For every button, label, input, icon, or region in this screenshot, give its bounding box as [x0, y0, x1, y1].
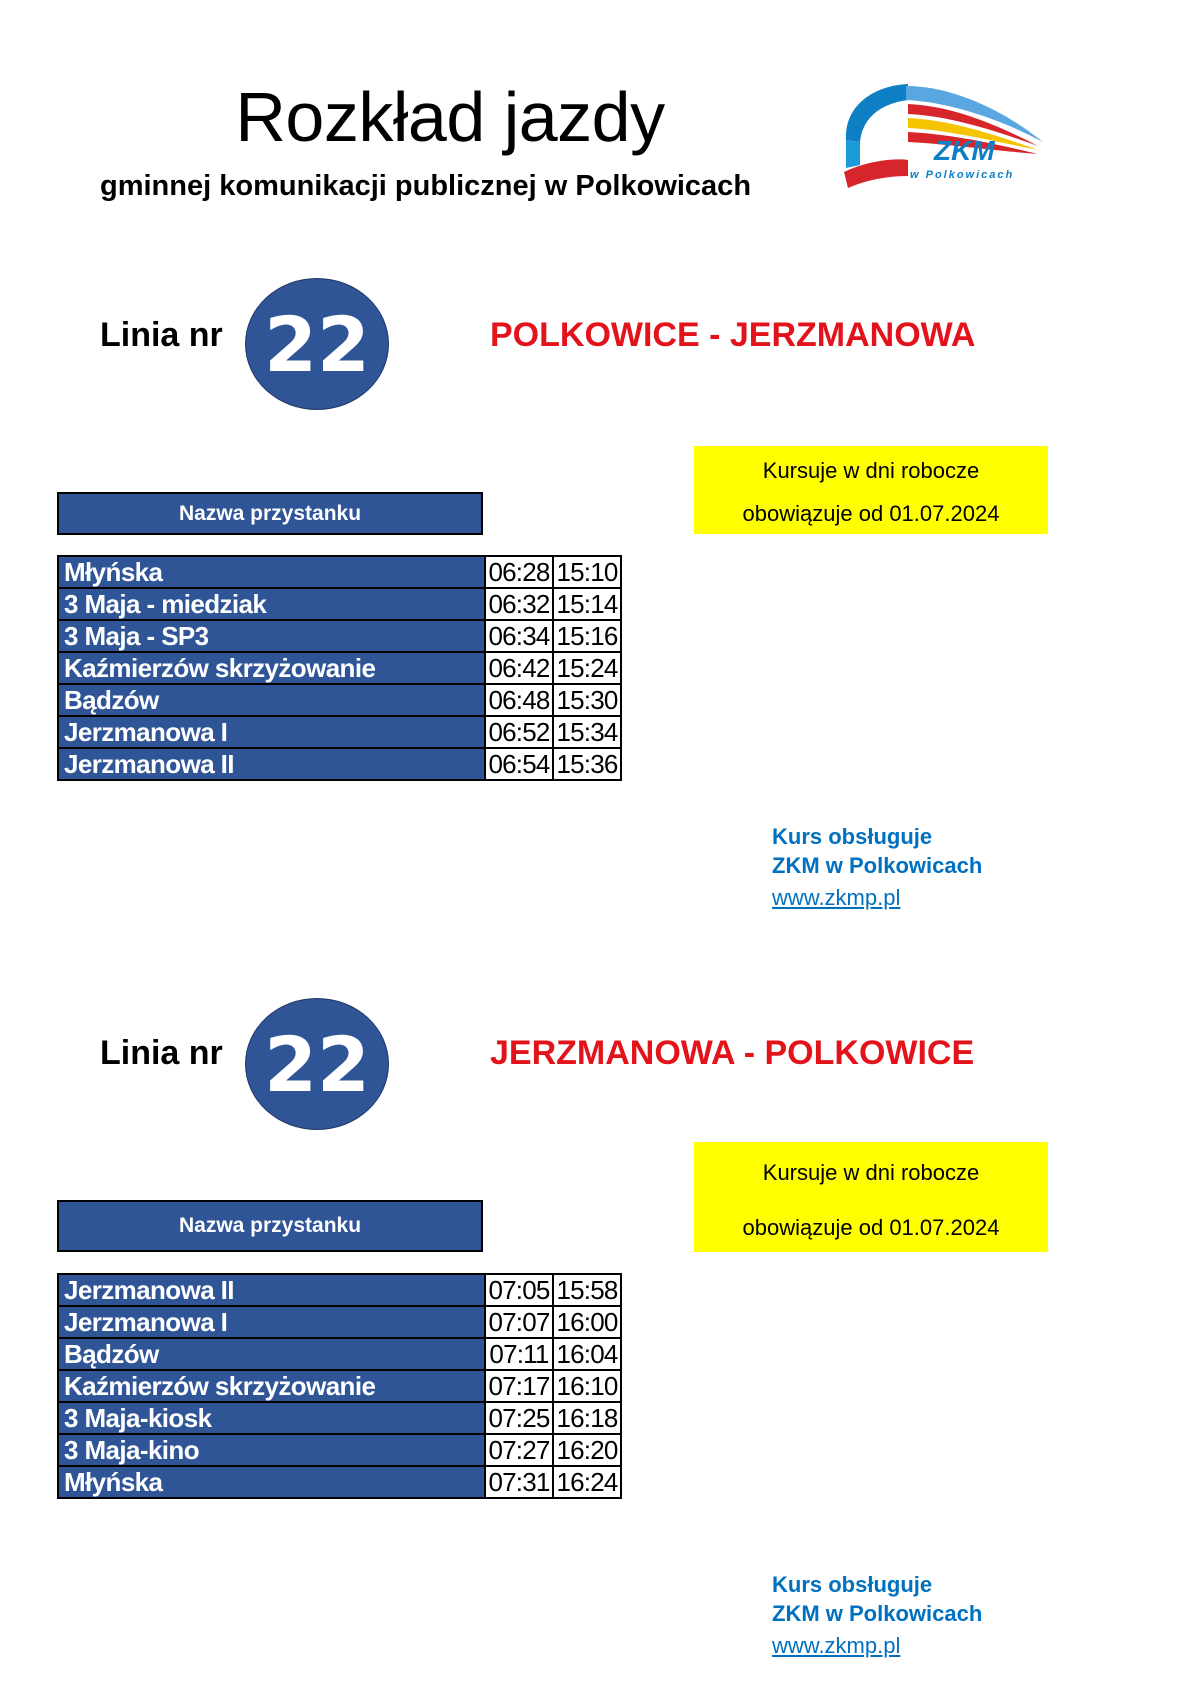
line-label: Linia nr [100, 316, 223, 354]
departure-time: 07:27 [485, 1434, 553, 1466]
departure-time: 06:48 [485, 684, 553, 716]
route-title: JERZMANOWA - POLKOWICE [490, 1034, 975, 1072]
operator-website-link[interactable]: www.zkmp.pl [772, 1633, 901, 1658]
departure-time: 06:42 [485, 652, 553, 684]
stop-name: 3 Maja - miedziak [58, 588, 485, 620]
page-subtitle: gminnej komunikacji publicznej w Polkowicach [100, 170, 752, 202]
departure-time: 15:16 [553, 620, 621, 652]
operator-name: ZKM w Polkowicach [772, 1601, 983, 1626]
stop-name: 3 Maja - SP3 [58, 620, 485, 652]
operator-label: Kurs obsługuje [772, 1572, 933, 1597]
departure-time: 07:31 [485, 1466, 553, 1498]
stop-name: Jerzmanowa II [58, 748, 485, 780]
departure-time: 15:58 [553, 1274, 621, 1306]
table-row [58, 1274, 621, 1306]
line-number-badge: 22 [245, 998, 389, 1130]
table-row [58, 588, 621, 620]
table-row [58, 652, 621, 684]
departure-time: 16:04 [553, 1338, 621, 1370]
departure-time: 07:07 [485, 1306, 553, 1338]
table-row [58, 1306, 621, 1338]
departure-time: 07:17 [485, 1370, 553, 1402]
departure-time: 06:34 [485, 620, 553, 652]
stop-name: Bądzów [58, 1338, 485, 1370]
departure-time: 16:20 [553, 1434, 621, 1466]
table-row [58, 1370, 621, 1402]
stop-name: Bądzów [58, 684, 485, 716]
stop-name: 3 Maja-kiosk [58, 1402, 485, 1434]
stop-name: Kaźmierzów skrzyżowanie [58, 1370, 485, 1402]
departure-time: 06:54 [485, 748, 553, 780]
operator-info [772, 1570, 982, 1660]
operator-label: Kurs obsługuje [772, 824, 933, 849]
stop-name: Młyńska [58, 1466, 485, 1498]
stop-name: Jerzmanowa I [58, 1306, 485, 1338]
table-row [58, 1338, 621, 1370]
departure-time: 07:11 [485, 1338, 553, 1370]
valid-from: obowiązuje od 01.07.2024 [742, 1215, 1000, 1240]
timetable-table [57, 1273, 622, 1499]
departure-time: 06:28 [485, 556, 553, 588]
departure-time: 15:10 [553, 556, 621, 588]
departure-time: 15:36 [553, 748, 621, 780]
departure-time: 07:05 [485, 1274, 553, 1306]
table-row [58, 1434, 621, 1466]
stop-name: 3 Maja-kino [58, 1434, 485, 1466]
stop-name: Młyńska [58, 556, 485, 588]
line-number-badge: 22 [245, 278, 389, 410]
table-row [58, 1466, 621, 1498]
stop-name: Jerzmanowa II [58, 1274, 485, 1306]
departure-time: 16:10 [553, 1370, 621, 1402]
operator-name: ZKM w Polkowicach [772, 853, 983, 878]
departure-time: 15:14 [553, 588, 621, 620]
departure-time: 07:25 [485, 1402, 553, 1434]
departure-time: 15:34 [553, 716, 621, 748]
departure-time: 16:00 [553, 1306, 621, 1338]
stop-name-header: Nazwa przystanku [57, 1200, 483, 1252]
page-title: Rozkład jazdy [235, 78, 665, 156]
line-label: Linia nr [100, 1034, 223, 1072]
operator-website-link[interactable]: www.zkmp.pl [772, 885, 901, 910]
logo-subtext: w Polkowicach [910, 169, 1015, 181]
departure-time: 15:24 [553, 652, 621, 684]
stop-name: Kaźmierzów skrzyżowanie [58, 652, 485, 684]
departure-time: 16:18 [553, 1402, 621, 1434]
stop-name: Jerzmanowa I [58, 716, 485, 748]
service-days: Kursuje w dni robocze [762, 458, 980, 483]
table-row [58, 620, 621, 652]
service-days: Kursuje w dni robocze [762, 1160, 980, 1185]
table-row [58, 1402, 621, 1434]
service-info-box [694, 446, 1048, 534]
departure-time: 06:52 [485, 716, 553, 748]
valid-from: obowiązuje od 01.07.2024 [742, 501, 1000, 526]
table-row [58, 556, 621, 588]
route-title: POLKOWICE - JERZMANOWA [490, 316, 976, 354]
logo-text: ZKM [934, 135, 995, 166]
table-row [58, 684, 621, 716]
departure-time: 16:24 [553, 1466, 621, 1498]
departure-time: 15:30 [553, 684, 621, 716]
timetable-section-2 [0, 718, 1190, 1658]
departure-time: 06:32 [485, 588, 553, 620]
stop-name-header: Nazwa przystanku [57, 492, 483, 535]
service-info-box [694, 1142, 1048, 1252]
